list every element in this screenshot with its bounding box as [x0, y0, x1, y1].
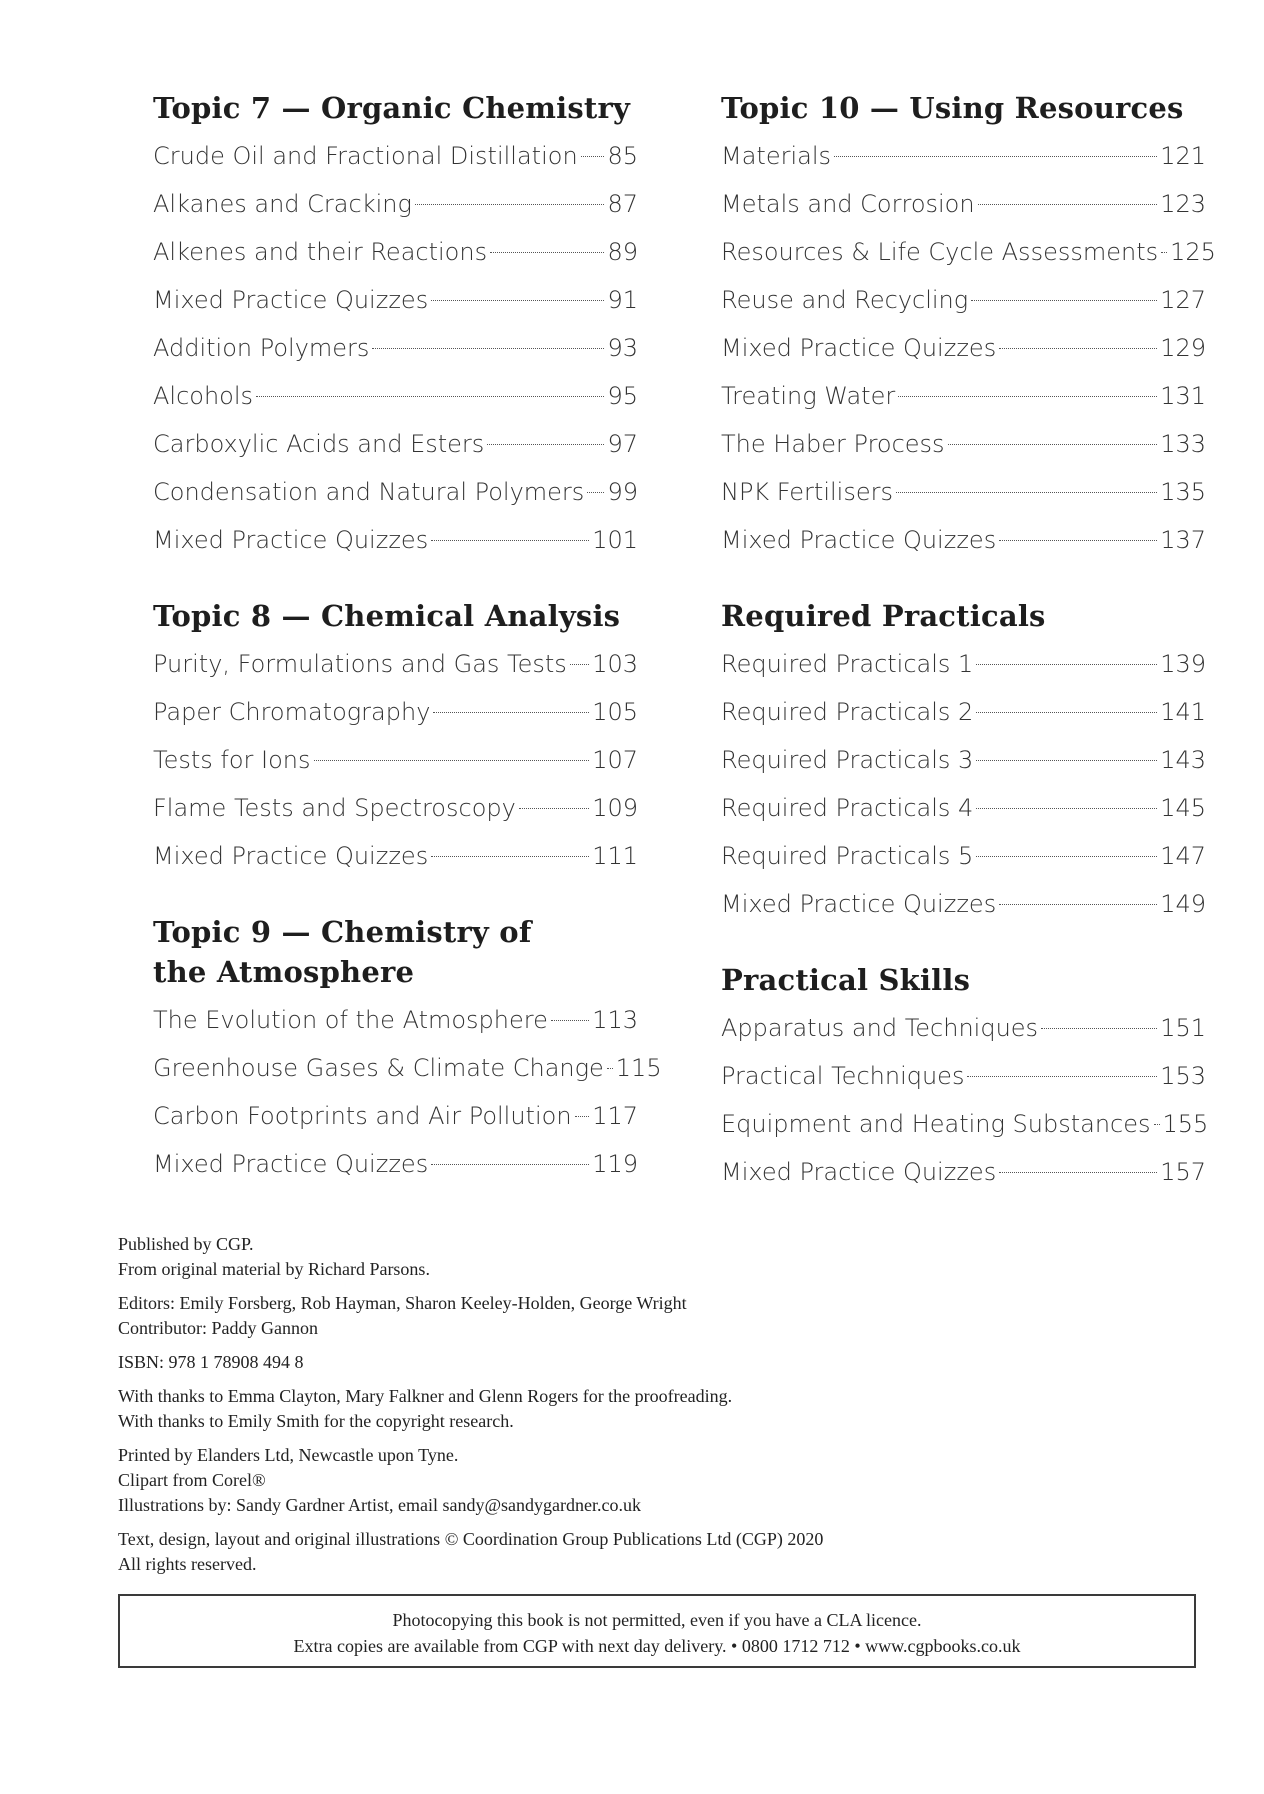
entry-title: Addition Polymers: [153, 334, 370, 362]
toc-entry: [153, 132, 638, 180]
entry-title: The Haber Process: [721, 430, 945, 458]
dot-leader: [978, 204, 1158, 205]
dot-leader: [999, 904, 1157, 905]
entry-page-number: 123: [1160, 190, 1206, 218]
entry-page-number: 111: [592, 842, 638, 870]
toc-entry: [153, 1092, 638, 1140]
entry-page-number: 125: [1170, 238, 1216, 266]
entry-page-number: 145: [1160, 794, 1206, 822]
dot-leader: [1154, 1124, 1160, 1125]
entry-title: Mixed Practice Quizzes: [721, 526, 997, 554]
entry-title: Mixed Practice Quizzes: [153, 842, 429, 870]
entry-title: Mixed Practice Quizzes: [721, 890, 997, 918]
entry-page-number: 143: [1160, 746, 1206, 774]
dot-leader: [607, 1068, 613, 1069]
entry-title: Condensation and Natural Polymers: [153, 478, 585, 506]
imprint-group: [118, 1443, 1158, 1518]
imprint-line: Illustrations by: Sandy Gardner Artist, email sandy@sandygardner.co.uk: [118, 1495, 641, 1515]
imprint-line: Text, design, layout and original illustrations © Coordination Group Publications Ltd (CGP) 2020: [118, 1529, 824, 1549]
section-heading: Practical Skills: [721, 963, 971, 997]
dot-leader: [551, 1020, 589, 1021]
dot-leader: [431, 300, 604, 301]
entry-page-number: 97: [607, 430, 638, 458]
entry-title: Mixed Practice Quizzes: [721, 1158, 997, 1186]
dot-leader: [971, 300, 1157, 301]
entry-page-number: 147: [1160, 842, 1206, 870]
toc-section: [721, 88, 1216, 564]
section-heading: Topic 9 — Chemistry of the Atmosphere: [153, 915, 532, 989]
toc-entry: [721, 640, 1206, 688]
toc-section: [153, 912, 662, 1188]
dot-leader: [570, 664, 589, 665]
toc-entry: [153, 832, 638, 880]
entry-page-number: 153: [1160, 1062, 1206, 1090]
entry-title: Resources & Life Cycle Assessments: [721, 238, 1159, 266]
dot-leader: [967, 1076, 1157, 1077]
entry-page-number: 127: [1160, 286, 1206, 314]
entry-title: Greenhouse Gases & Climate Change: [153, 1054, 604, 1082]
entry-title: Reuse and Recycling: [721, 286, 969, 314]
entry-title: Required Practicals 4: [721, 794, 974, 822]
toc-entry: [153, 516, 638, 564]
imprint-group: [118, 1291, 1158, 1341]
entry-page-number: 121: [1160, 142, 1206, 170]
toc-section: [153, 88, 638, 564]
toc-entry: [153, 324, 638, 372]
dot-leader: [415, 204, 605, 205]
imprint-line: Clipart from Corel®: [118, 1470, 266, 1490]
toc-entry: [153, 372, 638, 420]
dot-leader: [581, 156, 605, 157]
imprint-line: All rights reserved.: [118, 1554, 257, 1574]
dot-leader: [976, 712, 1157, 713]
entry-page-number: 141: [1160, 698, 1206, 726]
toc-entry: [721, 1004, 1206, 1052]
toc-entry: [721, 1148, 1206, 1196]
imprint-line: Editors: Emily Forsberg, Rob Hayman, Sharon Keeley-Holden, George Wright: [118, 1293, 687, 1313]
notice-line-1: Photocopying this book is not permitted, even if you have a CLA licence.: [392, 1610, 922, 1630]
entry-title: Purity, Formulations and Gas Tests: [153, 650, 567, 678]
toc-entry: [721, 324, 1206, 372]
dot-leader: [431, 1164, 589, 1165]
toc-entry: [721, 372, 1206, 420]
dot-leader: [433, 712, 589, 713]
toc-right-column: [721, 88, 1216, 1228]
dot-leader: [999, 1172, 1157, 1173]
toc-entry: [721, 688, 1206, 736]
imprint-line: With thanks to Emily Smith for the copyright research.: [118, 1411, 514, 1431]
entry-page-number: 117: [592, 1102, 638, 1130]
dot-leader: [999, 540, 1157, 541]
entry-page-number: 93: [607, 334, 638, 362]
dot-leader: [431, 856, 589, 857]
imprint-line: With thanks to Emma Clayton, Mary Falkner and Glenn Rogers for the proofreading.: [118, 1386, 733, 1406]
notice-line-2: Extra copies are available from CGP with next day delivery. • 0800 1712 712 • www.cgpbooks.co.uk: [293, 1636, 1021, 1656]
entry-title: Alkenes and their Reactions: [153, 238, 488, 266]
entry-title: Treating Water: [721, 382, 896, 410]
toc-section: [153, 596, 638, 880]
entry-page-number: 101: [592, 526, 638, 554]
toc-entry: [721, 132, 1206, 180]
entry-page-number: 133: [1160, 430, 1206, 458]
toc-entry: [153, 180, 638, 228]
dot-leader: [314, 760, 590, 761]
toc-entry: [721, 880, 1206, 928]
toc-entry: [721, 1100, 1209, 1148]
toc-entry: [721, 180, 1206, 228]
photocopy-notice-box: [118, 1594, 1196, 1668]
entry-page-number: 109: [592, 794, 638, 822]
imprint-line: ISBN: 978 1 78908 494 8: [118, 1352, 304, 1372]
entry-title: Equipment and Heating Substances: [721, 1110, 1151, 1138]
entry-title: Required Practicals 3: [721, 746, 974, 774]
entry-title: Paper Chromatography: [153, 698, 431, 726]
toc-section: [721, 596, 1206, 928]
entry-page-number: 115: [615, 1054, 662, 1082]
imprint-group: [118, 1527, 1158, 1577]
section-heading: Topic 7 — Organic Chemistry: [153, 91, 631, 125]
entry-page-number: 89: [607, 238, 638, 266]
toc-section: [721, 960, 1209, 1196]
entry-page-number: 103: [592, 650, 638, 678]
entry-page-number: 155: [1162, 1110, 1209, 1138]
entry-page-number: 105: [592, 698, 638, 726]
dot-leader: [490, 252, 604, 253]
dot-leader: [976, 856, 1157, 857]
imprint-block: [118, 1232, 1158, 1586]
dot-leader: [431, 540, 589, 541]
entry-page-number: 149: [1160, 890, 1206, 918]
dot-leader: [896, 492, 1157, 493]
entry-title: Apparatus and Techniques: [721, 1014, 1039, 1042]
entry-page-number: 129: [1160, 334, 1206, 362]
entry-title: Required Practicals 1: [721, 650, 974, 678]
toc-entry: [153, 736, 638, 784]
toc-entry: [721, 228, 1216, 276]
dot-leader: [1041, 1028, 1157, 1029]
toc-entry: [721, 516, 1206, 564]
entry-page-number: 137: [1160, 526, 1206, 554]
entry-page-number: 95: [607, 382, 638, 410]
entry-title: Alcohols: [153, 382, 254, 410]
entry-title: Required Practicals 2: [721, 698, 974, 726]
entry-title: Mixed Practice Quizzes: [721, 334, 997, 362]
entry-title: Practical Techniques: [721, 1062, 965, 1090]
toc-entry: [721, 420, 1206, 468]
entry-page-number: 99: [607, 478, 638, 506]
section-heading: Topic 8 — Chemical Analysis: [153, 599, 621, 633]
toc-entry: [153, 1044, 662, 1092]
dot-leader: [1161, 252, 1167, 253]
entry-page-number: 91: [607, 286, 638, 314]
imprint-group: [118, 1232, 1158, 1282]
entry-title: The Evolution of the Atmosphere: [153, 1006, 548, 1034]
toc-entry: [721, 832, 1206, 880]
toc-left-column: [153, 88, 662, 1220]
imprint-line: Contributor: Paddy Gannon: [118, 1318, 318, 1338]
entry-title: Required Practicals 5: [721, 842, 974, 870]
toc-entry: [721, 1052, 1206, 1100]
entry-page-number: 87: [607, 190, 638, 218]
toc-entry: [721, 468, 1206, 516]
toc-entry: [153, 1140, 638, 1188]
imprint-line: From original material by Richard Parsons.: [118, 1259, 430, 1279]
entry-title: Flame Tests and Spectroscopy: [153, 794, 516, 822]
entry-page-number: 139: [1160, 650, 1206, 678]
entry-title: Crude Oil and Fractional Distillation: [153, 142, 578, 170]
toc-entry: [153, 468, 638, 516]
toc-entry: [153, 996, 638, 1044]
toc-entry: [153, 228, 638, 276]
toc-entry: [153, 420, 638, 468]
dot-leader: [575, 1116, 590, 1117]
dot-leader: [372, 348, 604, 349]
dot-leader: [487, 444, 604, 445]
dot-leader: [976, 808, 1157, 809]
entry-page-number: 107: [592, 746, 638, 774]
toc-entry: [721, 276, 1206, 324]
toc-entry: [153, 784, 638, 832]
dot-leader: [834, 156, 1157, 157]
entry-page-number: 135: [1160, 478, 1206, 506]
entry-title: Mixed Practice Quizzes: [153, 526, 429, 554]
dot-leader: [519, 808, 589, 809]
entry-title: Alkanes and Cracking: [153, 190, 412, 218]
entry-page-number: 119: [592, 1150, 638, 1178]
entry-title: Materials: [721, 142, 832, 170]
imprint-line: Published by CGP.: [118, 1234, 254, 1254]
toc-entry: [721, 736, 1206, 784]
imprint-group: [118, 1350, 1158, 1375]
dot-leader: [587, 492, 604, 493]
dot-leader: [256, 396, 604, 397]
entry-title: Mixed Practice Quizzes: [153, 1150, 429, 1178]
dot-leader: [948, 444, 1158, 445]
entry-title: Carbon Footprints and Air Pollution: [153, 1102, 572, 1130]
entry-title: Metals and Corrosion: [721, 190, 975, 218]
imprint-group: [118, 1384, 1158, 1434]
imprint-line: Printed by Elanders Ltd, Newcastle upon Tyne.: [118, 1445, 459, 1465]
dot-leader: [976, 760, 1157, 761]
entry-page-number: 151: [1160, 1014, 1206, 1042]
toc-entry: [721, 784, 1206, 832]
entry-page-number: 131: [1160, 382, 1206, 410]
section-heading: Required Practicals: [721, 599, 1046, 633]
dot-leader: [976, 664, 1157, 665]
entry-title: Carboxylic Acids and Esters: [153, 430, 485, 458]
dot-leader: [999, 348, 1157, 349]
toc-entry: [153, 688, 638, 736]
entry-title: NPK Fertilisers: [721, 478, 893, 506]
entry-page-number: 157: [1160, 1158, 1206, 1186]
entry-page-number: 113: [592, 1006, 638, 1034]
entry-title: Mixed Practice Quizzes: [153, 286, 429, 314]
section-heading: Topic 10 — Using Resources: [721, 91, 1184, 125]
dot-leader: [898, 396, 1157, 397]
entry-title: Tests for Ions: [153, 746, 311, 774]
toc-entry: [153, 640, 638, 688]
entry-page-number: 85: [607, 142, 638, 170]
toc-entry: [153, 276, 638, 324]
